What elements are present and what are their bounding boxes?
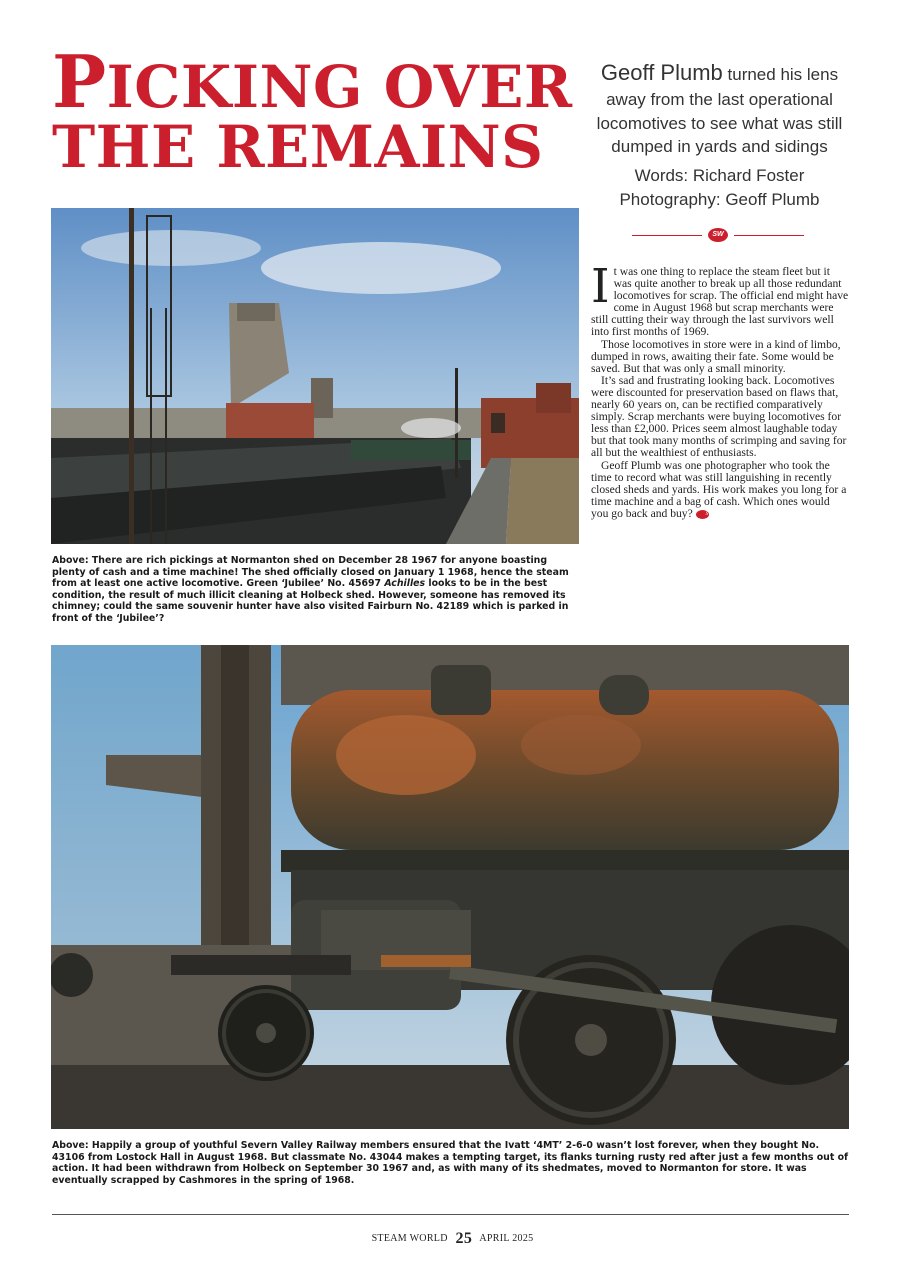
headline [52,39,587,181]
body-paragraph-1-text: t was one thing to replace the steam fleet but it was quite another to break up all those redundant locomotives for scrap. The official end might have come in August 1968 but scrap merchants were still cutting their way through the last survivors well into first months of 1969. [591,265,849,339]
headline-line-2: THE REMAINS [52,113,544,181]
divider-rule-right [734,235,804,236]
body-paragraph-3: It’s sad and frustrating looking back. Locomotives were discounted for preservation based on flaws that, nearly 60 years on, can be rectified comparatively simply. Scrap merchants were buying locomotives for less than £2,000. Prices seem almost laughable today but that took many months of scrimping and saving for all but the wealthiest of enthusiasts. [591,373,847,460]
footer-issue: APRIL 2025 [479,1233,534,1244]
footer-magazine: STEAM WORLD [371,1233,448,1244]
credits [592,164,847,212]
caption-photo-2: Above: Happily a group of youthful Severn Valley Railway members ensured that the Ivatt ‘4MT’ 2-6-0 wasn’t lost forever, when they bought No. 43106 from Lostock Hall in August 1968. But classmate No. 43044 makes a tempting target, its flanks turning rusty red after just a few months out of action. It had been withdrawn from Holbeck on September 30 1967 and, as with many of its shedmates, moved to Normanton for store. It was eventually scrapped by Cashmores in the spring of 1968. [52,1140,849,1186]
footer-page-number: 25 [455,1230,473,1247]
section-divider [632,228,804,244]
footer-rule [52,1214,849,1215]
caption-photo-1 [52,555,574,625]
sw-logo-icon: SW [708,228,728,242]
standfirst [592,58,847,159]
headline-line-1-rest: ICKING OVER [106,53,573,121]
caption-1-text-a: Above: There are rich pickings at Normanton shed on December 28 1967 for anyone boasting plenty of cash and a time machine! The shed officially closed on January 1 1968, hence the steam from at least one active locomotive. Green ‘Jubilee’ No. 45697 [52,555,569,590]
standfirst-text: turned his lens away from the last operational locomotives to see what was still dumped in yards and sidings [596,65,843,157]
page-footer [0,1230,905,1248]
end-mark-icon: SW [696,510,709,519]
divider-rule-left [632,235,702,236]
article-body [591,259,849,520]
drop-cap: I [591,259,610,314]
headline-initial: P [52,39,107,124]
credit-words: Words: Richard Foster [634,166,805,185]
caption-1-italic: Achilles [384,578,426,590]
photo-ivatt-4mt [51,645,849,1129]
caption-1-text-b: looks to be in the best condition, the result of much illicit cleaning at Holbeck shed. However, someone has removed its chimney; could the same souvenir hunter have also visited Fairburn No. 42189 which is parked in front of the ‘Jubilee’? [52,578,569,624]
photo-normanton-shed [51,208,579,544]
photo-ivatt-4mt-illustration [51,645,849,1129]
body-paragraph-4-text: Geoff Plumb was one photographer who took the time to record what was still languishing in recently closed sheds and yards. His work makes you long for a time machine and a bag of cash. Which ones would you go back and buy? [591,458,847,520]
standfirst-author: Geoff Plumb [600,60,723,85]
headline-line-1 [52,39,587,124]
credit-photography: Photography: Geoff Plumb [619,189,820,209]
body-paragraph-4 [591,460,849,520]
body-paragraph-1 [591,259,849,339]
body-paragraph-2: Those locomotives in store were in a kind of limbo, dumped in rows, awaiting their fate. Some would be saved. But that was only a small minority. [591,337,841,375]
photo-normanton-shed-illustration [51,208,579,544]
